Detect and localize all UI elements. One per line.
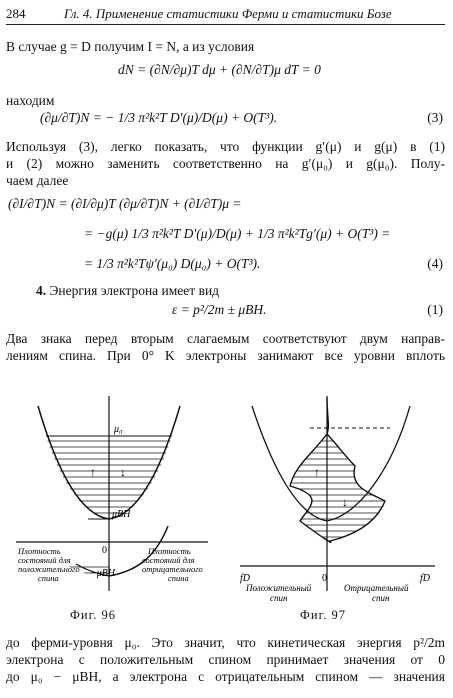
equation-4a: (∂I/∂T)N = (∂I/∂μ)T (∂μ/∂T)N + (∂I/∂T)μ = <box>8 196 242 211</box>
paragraph-line: Используя (3), легко показать, что функции g′(μ) и g(μ) в (1) <box>6 139 445 154</box>
label-muBH: μBH <box>112 509 131 520</box>
equation-number: (4) <box>427 256 443 271</box>
equation-dN: dN = (∂N/∂μ)T dμ + (∂N/∂T)μ dT = 0 <box>118 62 321 77</box>
arrow-up-glyph: ↑ <box>90 465 96 479</box>
right-axis-label: Отрицательный спин <box>344 583 409 603</box>
equation-4c: = 1/3 π²k²Tψ′(μ₀) D(μ₀) + O(T³). <box>84 256 261 271</box>
section-text: Энергия электрона имеет вид <box>49 283 220 298</box>
label-neg-muBH: −μBH <box>90 568 116 579</box>
section-number: 4. <box>36 283 47 298</box>
figure-96-caption: Фиг. 96 <box>70 608 117 622</box>
equation-number: (1) <box>427 302 443 317</box>
right-axis-label: Плотность состояний для отрицательного спина <box>142 546 203 583</box>
figure-96 <box>8 396 218 606</box>
paragraph-line: Два знака перед вторым слагаемым соответствуют двум направ- <box>6 331 445 346</box>
equation-energy: ε = p²/2m ± μBH. <box>172 302 267 317</box>
label-fD-left: fD <box>240 573 250 584</box>
section-heading <box>36 282 445 299</box>
label-mu0: μ₀ <box>114 424 123 435</box>
figure-97-caption: Фиг. 97 <box>300 608 347 622</box>
arrow-up-glyph: ↑ <box>314 465 320 479</box>
paragraph-line: до ферми-уровня μ₀. Это значит, что кинетическая энергия p²/2m <box>6 635 445 650</box>
label-fD-right: fD <box>420 573 430 584</box>
label-zero: 0 <box>102 545 107 556</box>
paragraph-line: лениям спина. При 0° K электроны занимают все уровни вплоть <box>6 348 445 363</box>
paragraph-line: и (2) можно заменить соответственно на g′(μ₀) и g(μ₀). Полу- <box>6 156 445 171</box>
left-axis-label: Плотность состояний для положительного спина <box>18 546 80 583</box>
chapter-title: Гл. 4. Применение статистики Ферми и статистики Бозе <box>64 6 392 21</box>
equation-3: (∂μ/∂T)N = − 1/3 π²k²T D′(μ)/D(μ) + O(T³). <box>40 110 278 125</box>
label-zero: 0 <box>322 573 327 584</box>
figure-97 <box>230 396 445 606</box>
equation-4b: = −g(μ) 1/3 π²k²T D′(μ)/D(μ) + 1/3 π²k²Tg′(μ) + O(T³) = <box>84 226 391 241</box>
paragraph-line: чаем далее <box>6 173 69 188</box>
arrow-down-glyph: ↓ <box>120 465 126 479</box>
arrow-down-glyph: ↓ <box>342 495 348 509</box>
equation-number: (3) <box>427 110 443 125</box>
paragraph-line: находим <box>6 93 55 108</box>
page-number: 284 <box>6 6 26 21</box>
running-header <box>6 6 445 25</box>
paragraph-line: В случае g = D получим I = N, а из условия <box>6 39 255 54</box>
paragraph-line: до μ₀ − μBH, а электрона с отрицательным спином — значения <box>6 669 445 684</box>
paragraph-line: электрона с положительным спином принимает значения от 0 <box>6 652 445 667</box>
left-axis-label: Положительный спин <box>246 583 312 603</box>
